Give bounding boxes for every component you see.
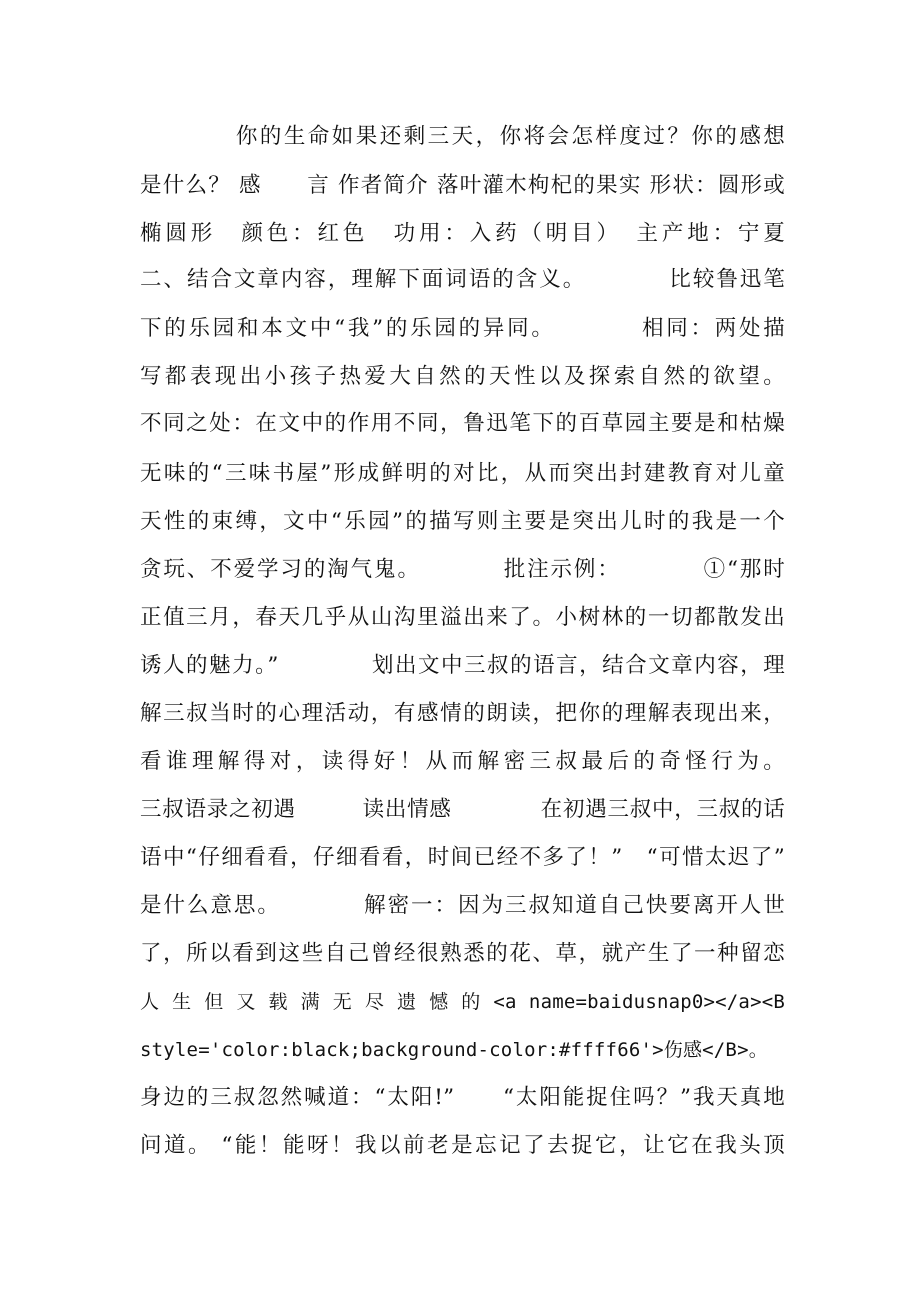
text-line: 三叔语录之初遇 读出情感 在初遇三叔中，三叔的话 xyxy=(140,797,785,822)
text-line: 下的乐园和本文中“我”的乐园的异同。 相同：两处描 xyxy=(140,316,785,341)
text-line: 诱人的魅力。” 划出文中三叔的语言，结合文章内容，理 xyxy=(140,653,785,678)
text-line: 看谁理解得对，读得好！从而解密三叔最后的奇怪行为。 xyxy=(140,749,785,774)
text-line: 问道。 “能！能呀！我以前老是忘记了去捉它，让它在我头顶 xyxy=(140,1133,785,1158)
text-line: 是什么？ 感 言 作者简介 落叶灌木枸杞的果实 形状：圆形或 xyxy=(140,173,785,198)
text-line: 是什么意思。 解密一：因为三叔知道自己快要离开人世 xyxy=(140,893,785,918)
text-line: style='color:black;background-color:#ffff66'>伤感</B>。 xyxy=(140,1039,768,1061)
text-line: 身边的三叔忽然喊道：“太阳!” “太阳能捉住吗？”我天真地 xyxy=(140,1085,785,1110)
text-line: 写都表现出小孩子热爱大自然的天性以及探索自然的欲望。 xyxy=(140,364,785,389)
text-line: 天性的束缚，文中“乐园”的描写则主要是突出儿时的我是一个 xyxy=(140,509,785,534)
text-line: 正值三月，春天几乎从山沟里溢出来了。小树林的一切都散发出 xyxy=(140,605,785,630)
text-line: 无味的“三味书屋”形成鲜明的对比，从而突出封建教育对儿童 xyxy=(140,461,785,486)
text-line: 了，所以看到这些自己曾经很熟悉的花、草，就产生了一种留恋 xyxy=(140,941,785,966)
text-line: 解三叔当时的心理活动，有感情的朗读，把你的理解表现出来， xyxy=(140,701,785,726)
text-line: 你的生命如果还剩三天，你将会怎样度过？你的感想 xyxy=(140,124,785,149)
text-line: 椭圆形 颜色：红色 功用：入药（明目） 主产地：宁夏 xyxy=(140,221,785,246)
text-line: 不同之处：在文中的作用不同，鲁迅笔下的百草园主要是和枯燥 xyxy=(140,411,785,436)
text-line: 人 生 但 又 载 满 无 尽 遗 憾 的 <a name=baidusnap0></a><B xyxy=(140,991,785,1013)
text-line: 语中“仔细看看，仔细看看，时间已经不多了！” “可惜太迟了” xyxy=(140,845,785,870)
text-line: 贪玩、不爱学习的淘气鬼。 批注示例： ①“那时 xyxy=(140,557,785,582)
text-line: 二、结合文章内容，理解下面词语的含义。 比较鲁迅笔 xyxy=(140,267,785,292)
